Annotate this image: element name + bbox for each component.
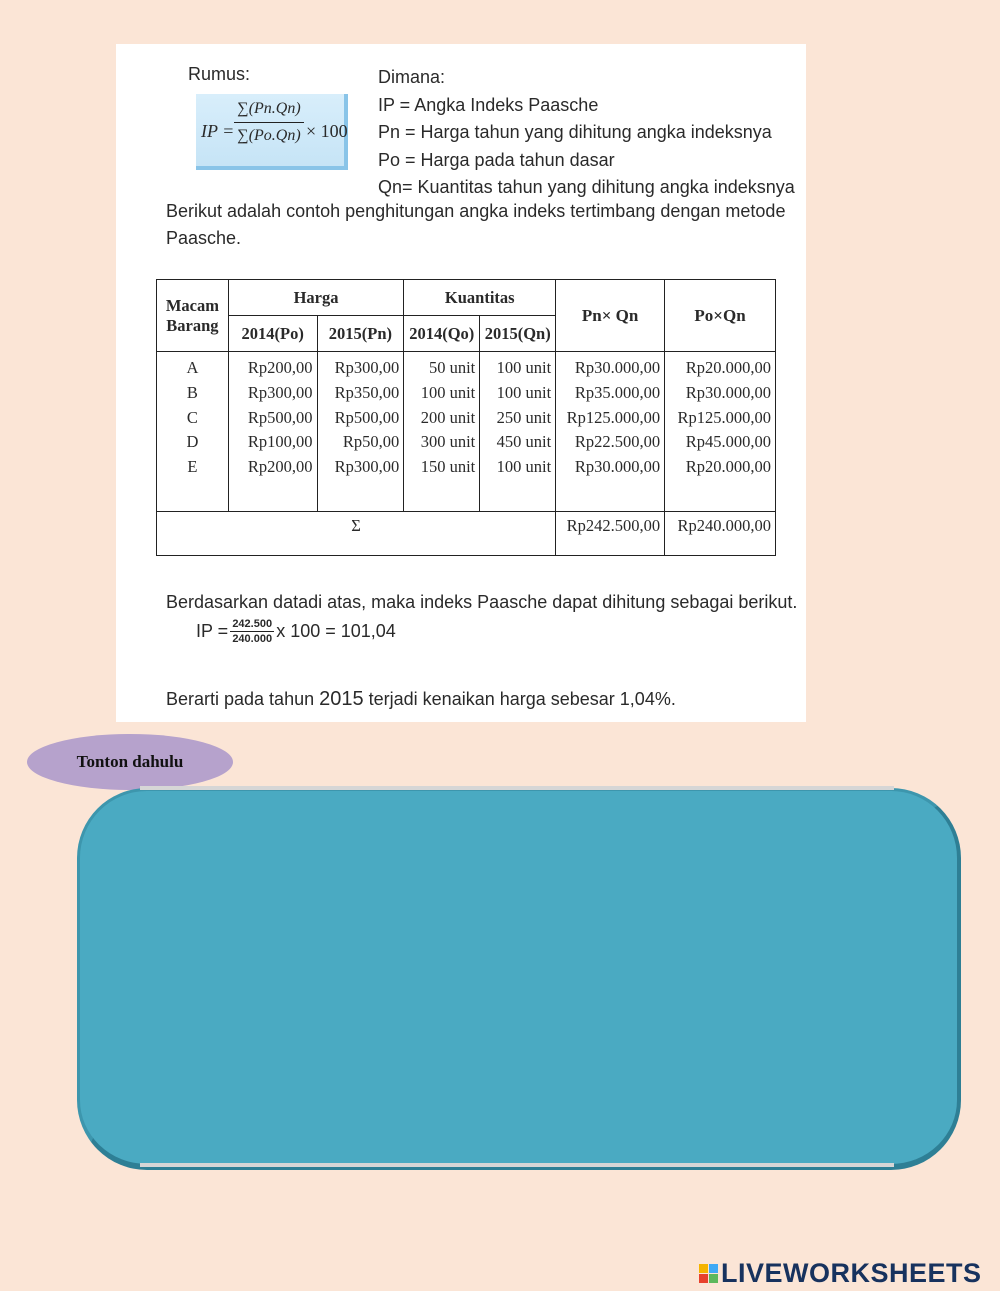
legend-line: Qn= Kuantitas tahun yang dihitung angka indeksnya (378, 177, 795, 197)
panel-top-rule (140, 786, 894, 790)
header-po: 2014(Po) (228, 316, 317, 352)
poqn-column: Rp20.000,00 Rp30.000,00 Rp125.000,00 Rp45.000,00 Rp20.000,00 (665, 352, 776, 512)
final-year: 2015 (319, 688, 364, 710)
worksheet-image (116, 44, 806, 722)
header-item-line: Barang (166, 315, 219, 335)
fraction-bar (234, 122, 304, 123)
rumus-label: Rumus: (188, 64, 251, 84)
calculation (196, 618, 396, 645)
logo-block (709, 1264, 718, 1273)
paasche-table (156, 279, 776, 556)
conclusion-text: Berdasarkan datadi atas, maka indeks Paasche dapat dihitung sebagai berikut. (166, 592, 798, 612)
header-pn: 2015(Pn) (317, 316, 404, 352)
qn-column: 100 unit 100 unit 250 unit 450 unit 100 unit (480, 352, 556, 512)
sum-pnqn: Rp242.500,00 (556, 512, 665, 556)
sum-symbol: Σ (157, 512, 556, 556)
header-group-price: Harga (228, 280, 403, 316)
pnqn-column: Rp30.000,00 Rp35.000,00 Rp125.000,00 Rp22.500,00 Rp30.000,00 (556, 352, 665, 512)
final-suffix: terjadi kenaikan harga sebesar 1,04%. (368, 689, 676, 709)
header-item (157, 280, 229, 352)
calc-denominator: 240.000 (232, 633, 273, 645)
final-prefix: Berarti pada tahun (166, 689, 315, 709)
legend-title: Dimana: (378, 67, 446, 87)
calc-lhs: IP = (196, 621, 229, 641)
logo-block (709, 1274, 718, 1283)
calc-numerator: 242.500 (232, 618, 273, 630)
legend-line: Pn = Harga tahun yang dihitung angka indeksnya (378, 122, 772, 142)
header-po-qn: Po×Qn (665, 280, 776, 352)
items-column: A B C D E (157, 352, 229, 512)
calc-fraction (230, 618, 274, 645)
final-statement (166, 688, 676, 711)
fraction-bar (230, 631, 274, 632)
sum-poqn: Rp240.000,00 (665, 512, 776, 556)
liveworksheets-logo (699, 1258, 982, 1289)
tonton-dahulu-label: Tonton dahulu (27, 734, 233, 790)
logo-text: LIVEWORKSHEETS (721, 1258, 982, 1288)
formula-denominator: ∑(Po.Qn) (237, 127, 301, 144)
intro-line: Berikut adalah contoh penghitungan angka indeks tertimbang dengan metode (166, 201, 786, 221)
header-pn-qn: Pn× Qn (556, 280, 665, 352)
header-qn: 2015(Qn) (480, 316, 556, 352)
legend-line: IP = Angka Indeks Paasche (378, 94, 599, 115)
formula-rhs: × 100 (306, 121, 348, 141)
pn-column: Rp300,00 Rp350,00 Rp500,00 Rp50,00 Rp300,00 (317, 352, 404, 512)
logo-blocks-icon (699, 1264, 718, 1283)
header-item-line: Macam (165, 295, 219, 315)
intro-paragraph (166, 198, 785, 252)
calc-rhs: x 100 = 101,04 (276, 621, 396, 641)
formula-lhs: IP = (201, 121, 235, 141)
header-group-quantity: Kuantitas (404, 280, 556, 316)
formula-numerator: ∑(Pn.Qn) (237, 100, 301, 117)
panel-bottom-rule (140, 1163, 894, 1167)
po-column: Rp200,00 Rp300,00 Rp500,00 Rp100,00 Rp200,00 (228, 352, 317, 512)
intro-line: Paasche. (166, 228, 242, 248)
formula-fraction (234, 97, 304, 148)
video-panel[interactable] (77, 788, 961, 1170)
legend-line: Po = Harga pada tahun dasar (378, 149, 615, 170)
logo-block (699, 1264, 708, 1273)
header-qo: 2014(Qo) (404, 316, 480, 352)
legend-definitions (378, 64, 795, 202)
qo-column: 50 unit 100 unit 200 unit 300 unit 150 unit (404, 352, 480, 512)
paasche-formula (196, 94, 348, 170)
logo-block (699, 1274, 708, 1283)
